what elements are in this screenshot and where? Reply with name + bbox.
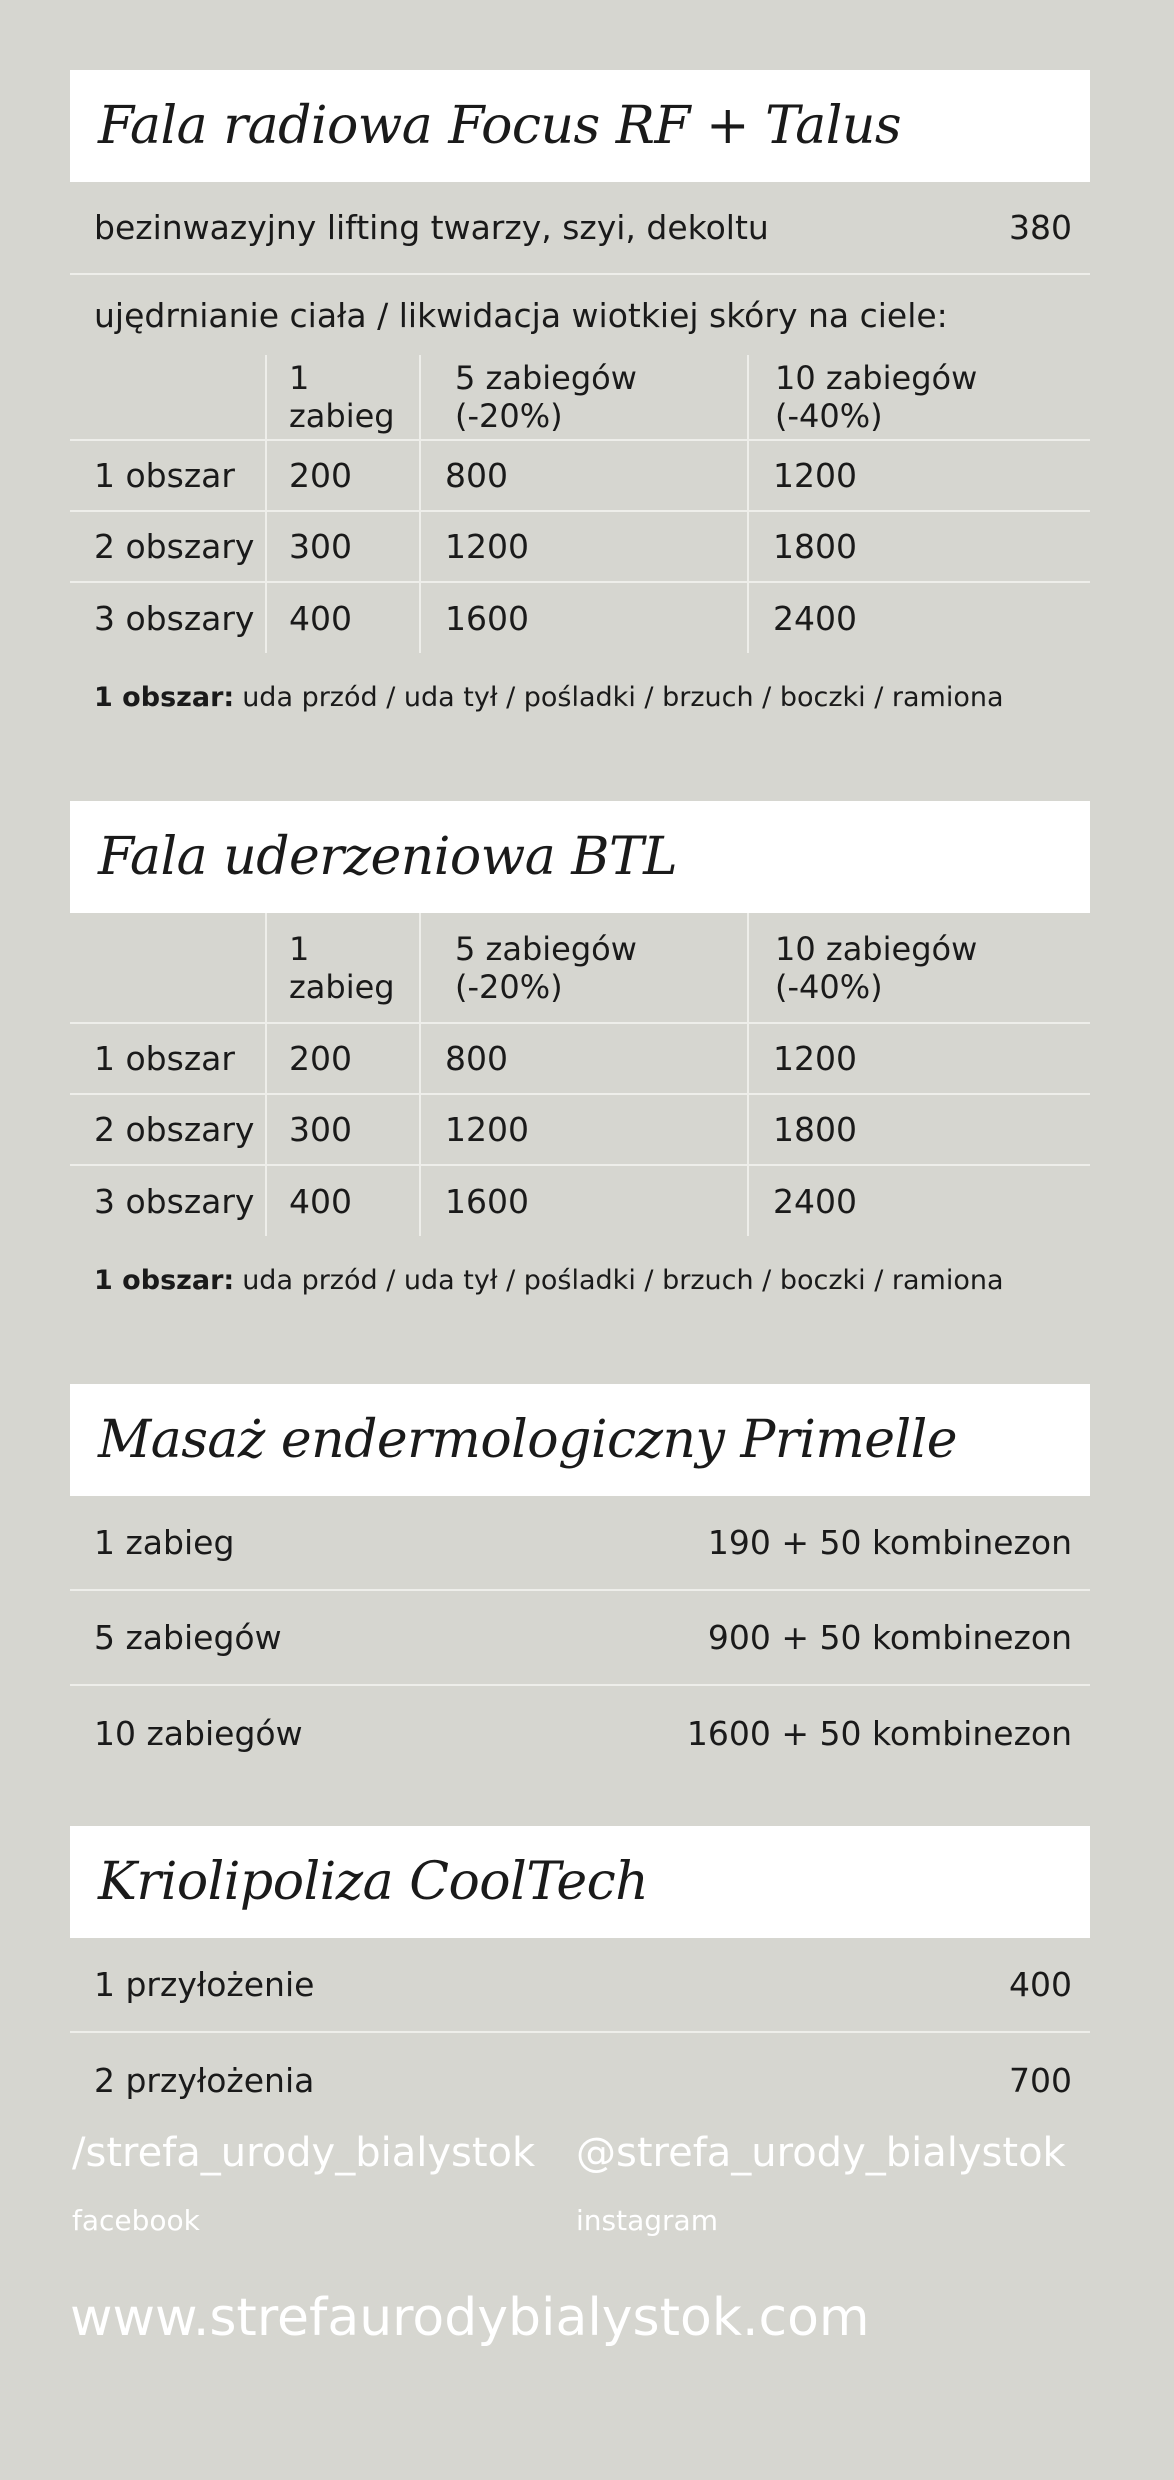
table-row [70, 440, 1090, 511]
table-cell: 1800 [748, 511, 1090, 582]
table-cell: 3 obszary [70, 1165, 266, 1236]
table-cell: 200 [266, 440, 420, 511]
table-cell: 300 [266, 1094, 420, 1165]
table-cell: 800 [420, 440, 748, 511]
price-row [70, 1938, 1090, 2033]
instagram-handle[interactable]: @strefa_urody_bialystok [576, 2130, 1066, 2176]
table-header-cell: 10 zabiegów (-40%) [748, 913, 1090, 1023]
body-firming-label: ujędrnianie ciała / likwidacja wiotkiej skóry na ciele: [94, 295, 948, 335]
price-row-label: bezinwazyjny lifting twarzy, szyi, dekoltu [94, 208, 769, 247]
table-header-row [70, 355, 1090, 440]
table-cell: 1200 [420, 1094, 748, 1165]
website-link[interactable]: www.strefaurodybialystok.com [70, 2288, 870, 2348]
table-cell: 1 obszar [70, 1023, 266, 1094]
area-note [70, 1236, 1090, 1324]
table-cell: 2 obszary [70, 511, 266, 582]
price-row-label: 5 zabiegów [94, 1618, 282, 1657]
table-header-row [70, 913, 1090, 1023]
table-cell: 2 obszary [70, 1094, 266, 1165]
table-cell: 400 [266, 1165, 420, 1236]
price-row-label: 1 przyłożenie [94, 1965, 315, 2004]
table-header-cell: 1 zabieg [266, 355, 420, 440]
table-cell: 1 obszar [70, 440, 266, 511]
price-row-lifting [70, 182, 1090, 275]
price-row-label: 10 zabiegów [94, 1714, 303, 1753]
area-note-text: uda przód / uda tył / pośladki / brzuch / boczki / ramiona [242, 1264, 1004, 1296]
table-row [70, 582, 1090, 653]
area-note-label: 1 obszar: [94, 1264, 235, 1296]
section-title-primelle: Masaż endermologiczny Primelle [70, 1384, 1090, 1496]
table-cell: 200 [266, 1023, 420, 1094]
price-row-value: 900 + 50 kombinezon [707, 1618, 1072, 1657]
table-cell: 400 [266, 582, 420, 653]
price-row-value: 1600 + 50 kombinezon [686, 1714, 1072, 1753]
table-cell: 1600 [420, 582, 748, 653]
table-cell: 800 [420, 1023, 748, 1094]
price-row-value: 380 [1009, 208, 1072, 247]
section-title-cooltech: Kriolipoliza CoolTech [70, 1826, 1090, 1938]
area-note [70, 653, 1090, 741]
table-header-cell [70, 355, 266, 440]
price-row-value: 190 + 50 kombinezon [707, 1523, 1072, 1562]
table-row [70, 1094, 1090, 1165]
table-cell: 300 [266, 511, 420, 582]
table-header-cell: 5 zabiegów (-20%) [420, 913, 748, 1023]
price-row-value: 700 [1009, 2061, 1072, 2100]
area-note-label: 1 obszar: [94, 681, 235, 713]
price-row [70, 1686, 1090, 1781]
table-row [70, 1023, 1090, 1094]
price-row-value: 400 [1009, 1965, 1072, 2004]
instagram-block[interactable] [576, 2130, 1066, 2237]
price-list [70, 70, 1090, 2128]
table-cell: 1800 [748, 1094, 1090, 1165]
table-cell: 1200 [420, 511, 748, 582]
price-row [70, 1496, 1090, 1591]
section-title-btl: Fala uderzeniowa BTL [70, 801, 1090, 913]
price-row-label: 2 przyłożenia [94, 2061, 315, 2100]
facebook-block[interactable] [72, 2130, 535, 2237]
price-row-label: 1 zabieg [94, 1523, 235, 1562]
table-cell: 1200 [748, 440, 1090, 511]
table-cell: 2400 [773, 1181, 857, 1221]
price-row [70, 1591, 1090, 1686]
table-cell: 1200 [748, 1023, 1090, 1094]
table-header-cell: 5 zabiegów (-20%) [420, 355, 748, 440]
table-cell: 3 obszary [70, 582, 266, 653]
table-row [70, 511, 1090, 582]
facebook-label: facebook [72, 2204, 200, 2237]
facebook-handle[interactable]: /strefa_urody_bialystok [72, 2130, 536, 2176]
area-note-text: uda przód / uda tył / pośladki / brzuch / boczki / ramiona [242, 681, 1004, 713]
btl-price-table [70, 913, 1090, 1236]
table-cell: 2400 [773, 598, 857, 638]
table-row [70, 1165, 1090, 1236]
section-title-rf: Fala radiowa Focus RF + Talus [70, 70, 1090, 182]
table-header-cell: 10 zabiegów (-40%) [748, 355, 1090, 440]
price-row [70, 2033, 1090, 2128]
table-header-cell [70, 913, 266, 1023]
table-cell: 1600 [420, 1165, 748, 1236]
rf-price-table [70, 355, 1090, 653]
instagram-label: instagram [576, 2204, 718, 2237]
body-firming-label-row [70, 275, 1090, 355]
table-header-cell: 1 zabieg [266, 913, 420, 1023]
